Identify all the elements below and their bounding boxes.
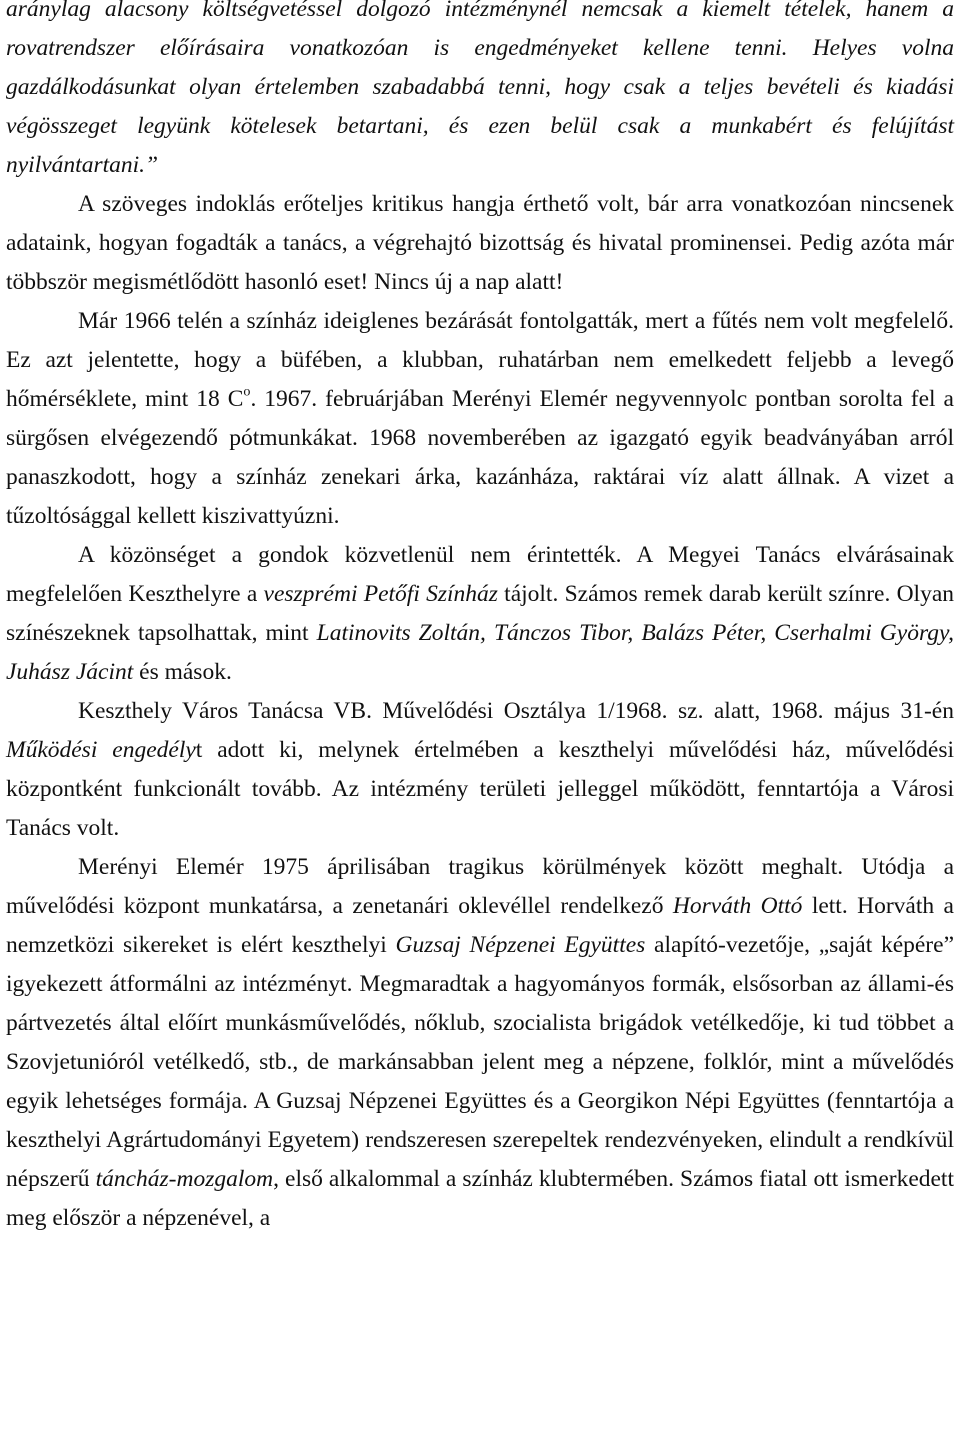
text-run: , első alkalommal a színház klubtermében. Számos fiatal ott ismerkedett meg először a népzenével, a — [6, 1166, 954, 1231]
text-run: A közönséget a gondok közvetlenül nem érintették. A Megyei Tanács elvárásainak megfelelően Keszthelyre a — [6, 542, 954, 607]
text-run: Keszthely Város Tanácsa VB. Művelődési Osztálya 1/1968. sz. alatt, 1968. május 31-én — [78, 698, 954, 724]
superscript-degree: o — [243, 383, 251, 400]
text-run: A szöveges indoklás erőteljes kritikus hangja érthető volt, bár arra vonatkozóan nincsenek adataink, hogyan fogadták a tanács, a végrehajtó bizottság és hivatal prominensei. Pedig azóta már többször megismétlődött hasonló eset! Nincs új a nap alatt! — [6, 191, 954, 295]
italic-text: Horváth Ottó — [672, 893, 803, 919]
paragraph — [6, 692, 954, 848]
paragraph — [6, 0, 954, 185]
paragraph — [6, 302, 954, 536]
document-body — [6, 0, 954, 1238]
italic-text: Guzsaj Népzenei Együttes — [395, 932, 646, 958]
text-run: tájolt. Számos remek darab került színre. Olyan színészeknek tapsolhattak, mint — [6, 581, 954, 646]
italic-text: táncház-mozgalom — [95, 1166, 274, 1192]
text-run: Már 1966 telén a színház ideiglenes bezárását fontolgatták, mert a fűtés nem volt megfelelő. Ez azt jelentette, hogy a büfében, a klubban, ruhatárban nem emelkedett feljebb a levegő hőmérséklete, mint 18 C — [6, 308, 954, 412]
paragraph — [6, 848, 954, 1238]
italic-text: aránylag alacsony költségvetéssel dolgozó intézménynél nemcsak a kiemelt tételek, hanem a rovatrendszer előírásaira vonatkozóan is engedményeket kellene tenni. Helyes volna gazdálkodásunkat olyan értelemben szabadabbá tenni, hogy csak a teljes bevételi és kiadási végösszeget legyünk kötelesek betartani, és ezen belül csak a munkabért és felújítást nyilvántartani.” — [6, 0, 954, 178]
italic-text: Latinovits Zoltán, Tánczos Tibor, Balázs Péter, Cserhalmi György, Juhász Jácint — [6, 620, 954, 685]
paragraph — [6, 536, 954, 692]
paragraph — [6, 185, 954, 302]
text-run: . 1967. februárjában Merényi Elemér negyvennyolc pontban sorolta fel a sürgősen elvégezendő pótmunkákat. 1968 novemberében az igazgató egyik beadványában arról panaszkodott, hogy a színház zenekari árka, kazánháza, raktárai víz alatt állnak. A vizet a tűzoltósággal kellett kiszivattyúzni. — [6, 386, 954, 529]
text-run: és mások. — [133, 659, 232, 685]
text-run: t adott ki, melynek értelmében a keszthelyi művelődési ház, művelődési központként funkcionált tovább. Az intézmény területi jelleggel működött, fenntartója a Városi Tanács volt. — [6, 737, 954, 841]
text-run: alapító-vezetője, „saját képére” igyekezett átformálni az intézményt. Megmaradtak a hagyományos formák, elsősorban az állami-és pártvezetés által előírt munkásművelődés, nőklub, szocialista brigádok vetélkedője, ki tud többet a Szovjetunióról vetélkedő, stb., de markánsabban jelent meg a népzene, folklór, mint a művelődés egyik lehetséges formája. A Guzsaj Népzenei Együttes és a Georgikon Népi Együttes (fenntartója a keszthelyi Agrártudományi Egyetem) rendszeresen szerepeltek rendezvényeken, elindult a rendkívül népszerű — [6, 932, 954, 1192]
italic-text: veszprémi Petőfi Színház — [263, 581, 498, 607]
text-run: lett. Horváth a nemzetközi sikereket is elért keszthelyi — [6, 893, 954, 958]
italic-text: Működési engedély — [6, 737, 196, 763]
text-run: Merényi Elemér 1975 áprilisában tragikus körülmények között meghalt. Utódja a művelődési központ munkatársa, a zenetanári oklevéllel rendelkező — [6, 854, 954, 919]
